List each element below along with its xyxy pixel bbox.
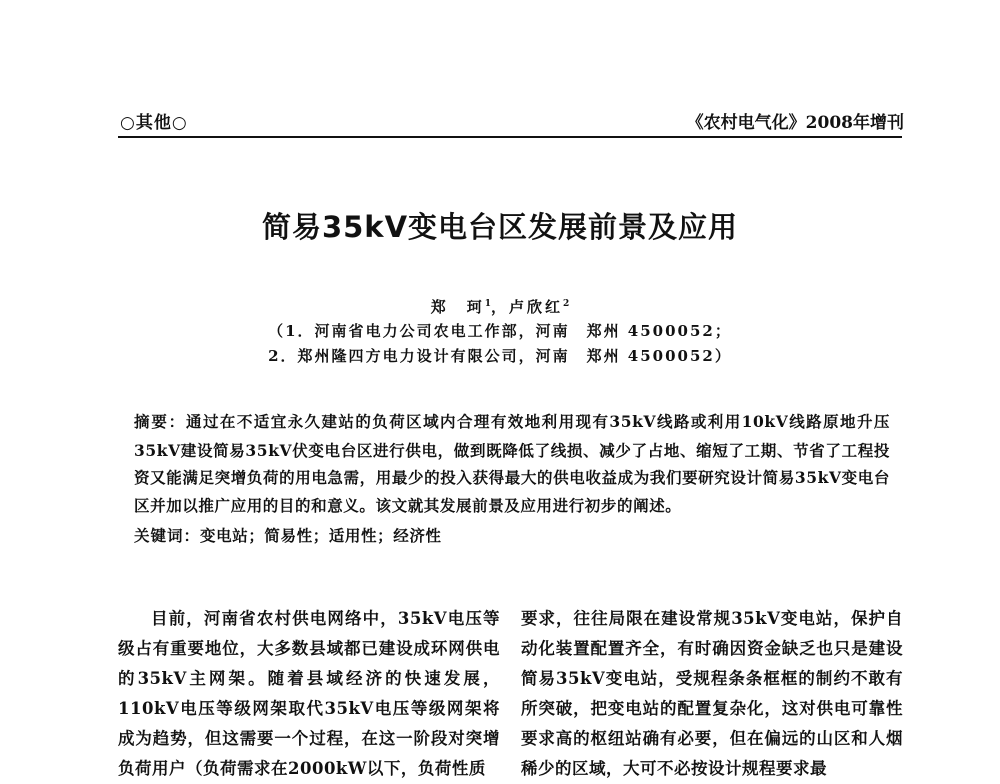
affiliation-2: 2．郑州隆四方电力设计有限公司，河南 郑州 4500052） (268, 347, 732, 365)
paper-title: 简易35kV变电台区发展前景及应用 (261, 210, 739, 244)
keywords-text: 变电站；简易性；适用性；经济性 (200, 526, 442, 545)
keywords (134, 524, 890, 546)
abstract (134, 408, 890, 519)
abstract-text: 通过在不适宜永久建站的负荷区域内合理有效地利用现有35kV线路或利用10kV线路原地升压35kV建设简易35kV伏变电台区进行供电，做到既降低了线损、减少了占地、缩短了工期、节省了工程投资又能满足突增负荷的用电急需，用最少的投入获得最大的供电收益成为我们要研究设计简易35kV变电台区并加以推广应用的目的和意义。该文就其发展前景及应用进行初步的阐述。 (134, 412, 890, 515)
author-line (0, 296, 1000, 317)
abstract-label: 摘要： (134, 413, 187, 431)
author-2: 卢欣红 (509, 298, 564, 316)
author-1-affil-mark: 1 (484, 299, 491, 309)
header-rule (118, 136, 902, 138)
author-1: 郑 珂 (430, 298, 485, 316)
body-column-left: 目前，河南省农村供电网络中，35kV电压等级占有重要地位，大多数县域都已建设成环网供电的35kV主网架。随着县域经济的快速发展，110kV电压等级网架取代35kV电压等级网架将成为趋势，但这需要一个过程，在这一阶段对突增负荷用户（负荷需求在2000kW以下，负荷性质 (118, 609, 500, 778)
author-separator: ， (490, 298, 509, 316)
section-label: ○其他○ (120, 113, 188, 133)
author-2-affil-mark: 2 (563, 299, 570, 309)
affiliation-1: （1．河南省电力公司农电工作部，河南 郑州 4500052； (268, 322, 732, 340)
keywords-label: 关键词： (134, 527, 201, 545)
journal-info: 《农村电气化》2008年增刊 (686, 113, 904, 133)
body-column-right: 要求，往往局限在建设常规35kV变电站，保护自动化装置配置齐全，有时确因资金缺乏也只是建设简易35kV变电站，受规程条条框框的制约不敢有所突破，把变电站的配置复杂化，这对供电可靠性要求高的枢纽站确有必要，但在偏远的山区和人烟稀少的区域，大可不必按设计规程要求最 (521, 609, 903, 778)
